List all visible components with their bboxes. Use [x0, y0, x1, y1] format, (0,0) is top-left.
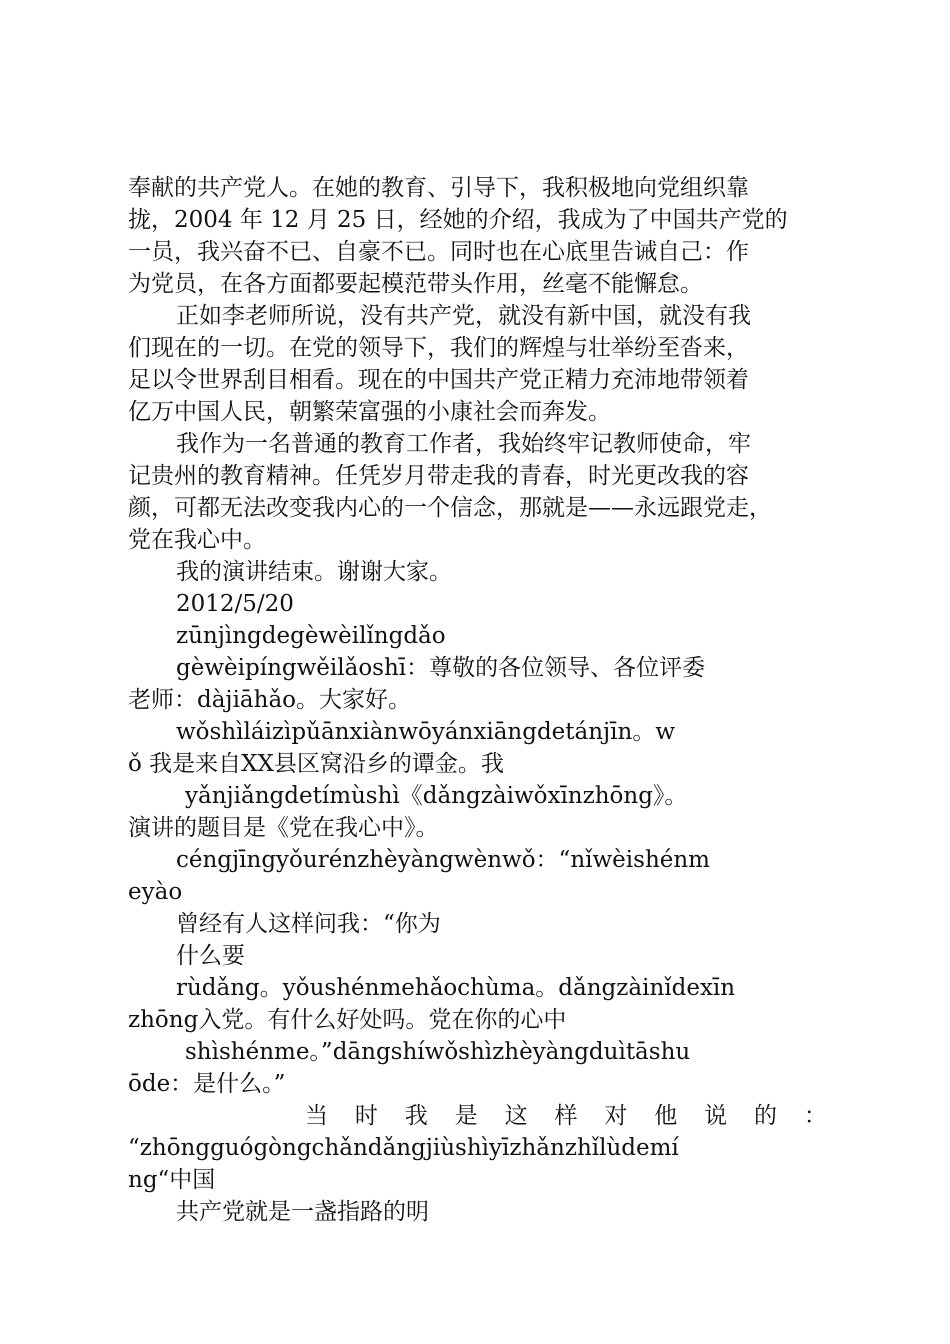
char: 是 [454, 1103, 478, 1129]
text-line: 正如李老师所说，没有共产党，就没有新中国，就没有我 [176, 303, 751, 329]
pinyin-line: “zhōngguógòngchǎndǎngjiùshìyīzhǎnzhǐlùdemí [128, 1135, 679, 1161]
text-line: 颜，可都无法改变我内心的一个信念，那就是——永远跟党走， [128, 495, 772, 521]
pinyin-line: shìshénme。”dāngshíwǒshìzhèyàngduìtāshu [185, 1039, 691, 1065]
text-line: ǒ 我是来自XX县区窝沿乡的谭金。我 [128, 751, 504, 777]
pinyin-line: gèwèipíngwěilǎoshī：尊敬的各位领导、各位评委 [176, 655, 706, 681]
pinyin-line: rùdǎng。yǒushénmehǎochùma。dǎngzàinǐdexīn [176, 975, 736, 1001]
text-line: zhōng入党。有什么好处吗。党在你的心中 [128, 1007, 567, 1033]
text-line: 亿万中国人民，朝繁荣富强的小康社会而奔发。 [128, 399, 611, 425]
text-line: 为党员，在各方面都要起模范带头作用，丝毫不能懈怠。 [128, 271, 703, 297]
char: 当 [305, 1103, 328, 1129]
text-line: 记贵州的教育精神。任凭岁月带走我的青春，时光更改我的容 [128, 463, 749, 489]
text-line: 党在我心中。 [128, 527, 266, 553]
date-line: 2012/5/20 [176, 591, 294, 617]
char: 的 [754, 1103, 778, 1129]
text-line: 什么要 [176, 943, 245, 969]
text-line: 老师：dàjiāhǎo。大家好。 [128, 687, 412, 713]
text-line: 我的演讲结束。谢谢大家。 [176, 559, 452, 585]
pinyin-line: céngjīngyǒurénzhèyàngwènwǒ：“nǐwèishénm [176, 847, 710, 873]
char: 对 [604, 1103, 628, 1129]
text-line: 曾经有人这样问我：“你为 [176, 911, 441, 937]
text-line: 演讲的题目是《党在我心中》。 [128, 815, 439, 841]
pinyin-line: eyào [128, 879, 183, 905]
char: 说 [704, 1103, 728, 1129]
spread-text-line [305, 1101, 827, 1131]
text-line: 拢，2004 年 12 月 25 日，经她的介绍，我成为了中国共产党的 [128, 207, 788, 233]
pinyin-line: yǎnjiǎngdetímùshì《dǎngzàiwǒxīnzhōng》。 [185, 783, 688, 809]
char: 这 [504, 1103, 528, 1129]
char: 样 [554, 1103, 578, 1129]
char: 时 [354, 1103, 378, 1129]
char: 他 [654, 1103, 678, 1129]
text-line: 一员，我兴奋不已、自豪不已。同时也在心底里告诫自己：作 [128, 239, 749, 265]
pinyin-line: wǒshìláizìpǔānxiànwōyánxiāngdetánjīn。w [176, 719, 676, 745]
char: 我 [404, 1103, 428, 1129]
char: ： [803, 1103, 827, 1129]
text-line: 们现在的一切。在党的领导下，我们的辉煌与壮举纷至沓来， [128, 335, 749, 361]
text-line: 共产党就是一盏指路的明 [176, 1199, 429, 1225]
text-line: ōde：是什么。” [128, 1071, 286, 1097]
text-line: 足以令世界刮目相看。现在的中国共产党正精力充沛地带领着 [128, 367, 749, 393]
text-line: ng“中国 [128, 1167, 216, 1193]
text-line: 我作为一名普通的教育工作者，我始终牢记教师使命，牢 [176, 431, 751, 457]
pinyin-line: zūnjìngdegèwèilǐngdǎo [176, 623, 446, 649]
text-line: 奉献的共产党人。在她的教育、引导下，我积极地向党组织靠 [128, 175, 749, 201]
